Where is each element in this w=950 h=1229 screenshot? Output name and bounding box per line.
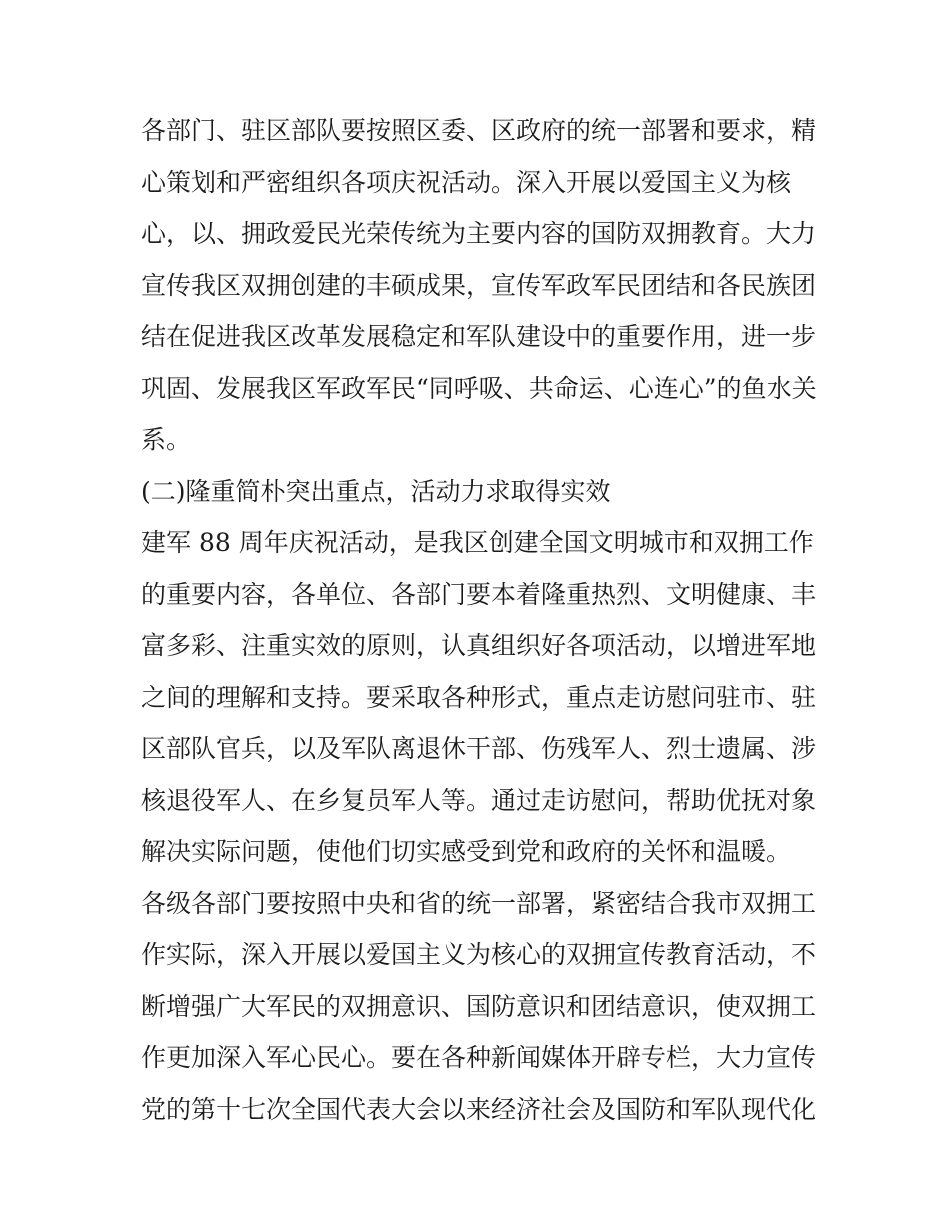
text-line: 宣传我区双拥创建的丰硕成果，宣传军政军民团结和各民族团: [141, 270, 817, 300]
text-line: 富多彩、注重实效的原则，认真组织好各项活动，以增进军地: [141, 631, 817, 660]
text-line: 结在促进我区改革发展稳定和军队建设中的重要作用，进一步: [141, 322, 817, 351]
text-line: 作更加深入军心民心。要在各种新闻媒体开辟专栏，大力宣传: [141, 1043, 817, 1072]
text-line: 心策划和严密组织各项庆祝活动。深入开展以爱国主义为核: [141, 167, 792, 197]
text-line: 核退役军人、在乡复员军人等。通过走访慰问，帮助优抚对象: [141, 785, 817, 815]
text-line: 作实际，深入开展以爱国主义为核心的双拥宣传教育活动，不: [141, 940, 817, 969]
document-body: [141, 105, 817, 1135]
text-line: 之间的理解和支持。要采取各种形式，重点走访慰问驻市、驻: [141, 682, 817, 712]
text-line: 建军 88 周年庆祝活动，是我区创建全国文明城市和双拥工作: [141, 528, 814, 557]
text-line: 各级各部门要按照中央和省的统一部署，紧密结合我市双拥工: [141, 888, 817, 918]
text-line: 心，以、拥政爱民光荣传统为主要内容的国防双拥教育。大力: [141, 219, 817, 248]
text-line: 各部门、驻区部队要按照区委、区政府的统一部署和要求，精: [141, 116, 817, 145]
text-line: 区部队官兵，以及军队离退休干部、伤残军人、烈士遗属、涉: [141, 734, 817, 763]
section-heading: (二)隆重简朴突出重点，活动力求取得实效: [141, 476, 611, 506]
text-line: 系。: [141, 425, 192, 454]
text-line: 断增强广大军民的双拥意识、国防意识和团结意识，使双拥工: [141, 991, 817, 1021]
text-line: 党的第十七次全国代表大会以来经济社会及国防和军队现代化: [141, 1094, 817, 1124]
text-line: 的重要内容，各单位、各部门要本着隆重热烈、文明健康、丰: [141, 579, 817, 609]
text-line: 解决实际问题，使他们切实感受到党和政府的关怀和温暖。: [141, 837, 792, 866]
text-line: 巩固、发展我区军政军民“同呼吸、共命运、心连心”的鱼水关: [141, 373, 817, 403]
